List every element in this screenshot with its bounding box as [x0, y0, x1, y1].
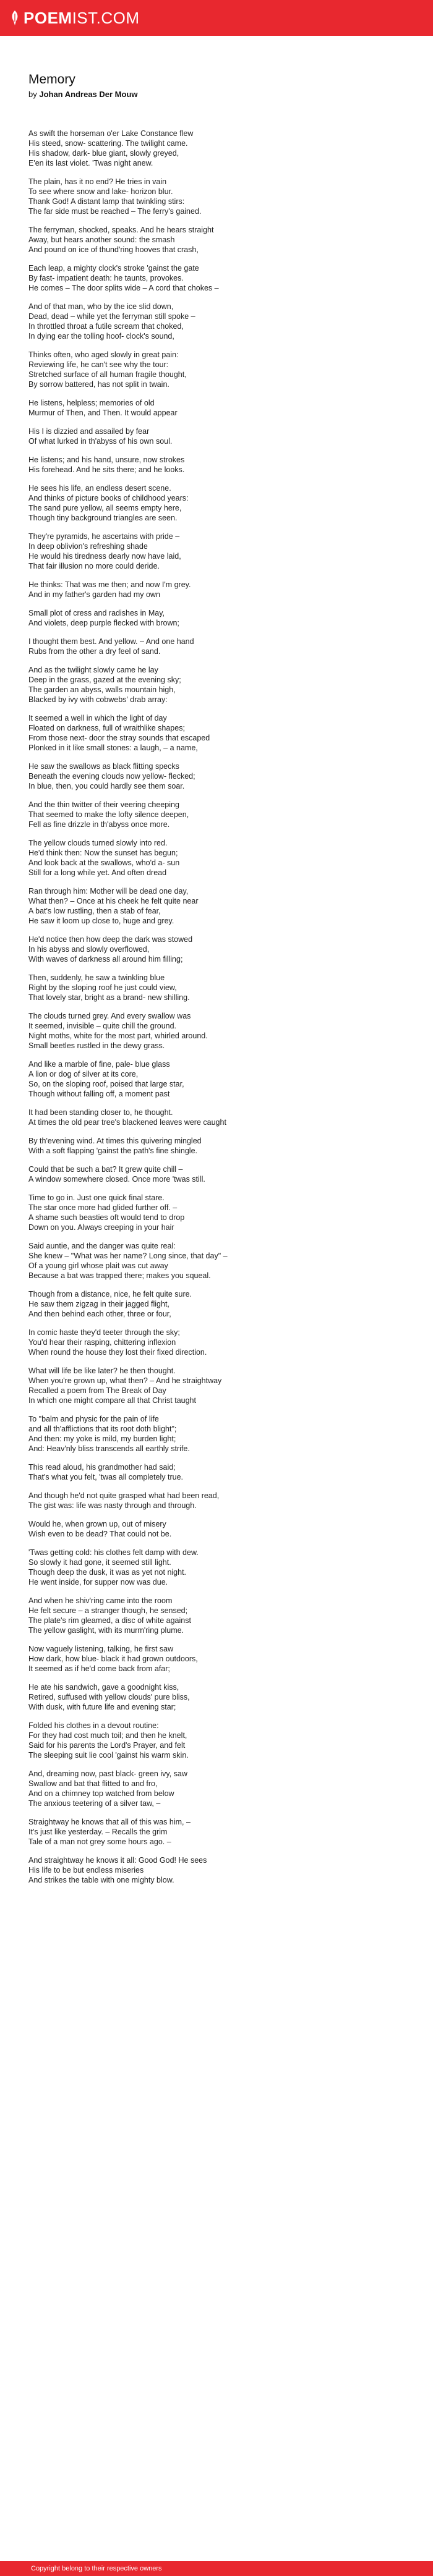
poem-stanza	[28, 426, 406, 446]
poem-line: He saw the swallows as black flitting specks	[28, 762, 179, 771]
site-name: POEMIST.COM	[24, 8, 140, 27]
poem-line: Time to go in. Just one quick final stare.	[28, 1193, 165, 1202]
poem-line: E'en its last violet. 'Twas night anew.	[28, 159, 153, 167]
byline-prefix: by	[28, 90, 40, 99]
poem-line: He saw them zigzag in their jagged flight,	[28, 1300, 169, 1308]
poem-stanza	[28, 1548, 406, 1587]
poem-line: He'd notice then how deep the dark was stowed	[28, 935, 193, 944]
poem-stanza	[28, 761, 406, 791]
poem-line: To see where snow and lake- horizon blur.	[28, 187, 173, 196]
poem-line: Reviewing life, he can't see why the tour:	[28, 360, 169, 369]
poem-line: In dying ear the tolling hoof- clock's sound,	[28, 332, 174, 341]
poem-line: Would he, when grown up, out of misery	[28, 1520, 166, 1528]
poem-line: And when he shiv'ring came into the room	[28, 1596, 173, 1605]
poem-line: This read aloud, his grandmother had said;	[28, 1463, 176, 1472]
poem-stanza	[28, 1241, 406, 1281]
poem-line: Plonked in it like small stones: a laugh, – a name,	[28, 744, 198, 752]
site-logo[interactable]	[10, 9, 140, 28]
poem-line: Rubs from the other a dry feel of sand.	[28, 647, 161, 656]
poem-line: Then, suddenly, he saw a twinkling blue	[28, 973, 165, 982]
poem-line: By th'evening wind. At times this quivering mingled	[28, 1137, 202, 1145]
poem-byline	[28, 89, 406, 100]
poem-line: In which one might compare all that Christ taught	[28, 1396, 196, 1405]
poem-line: Small beetles rustled in the dewy grass.	[28, 1041, 165, 1050]
poem-line: And strikes the table with one mighty blow.	[28, 1876, 174, 1884]
poem-stanza	[28, 1855, 406, 1885]
poem-line: To "balm and physic for the pain of life	[28, 1415, 159, 1423]
poem-line: It's just like yesterday. – Recalls the grim	[28, 1828, 168, 1836]
poem-line: Floated on darkness, full of wraithlike shapes;	[28, 724, 185, 732]
poem-stanza	[28, 1289, 406, 1319]
poem-line: The sand pure yellow, all seems empty here,	[28, 504, 182, 512]
poem-line: The sleeping suit lie cool 'gainst his warm skin.	[28, 1751, 189, 1760]
poem-content	[28, 72, 406, 1894]
poem-line: They're pyramids, he ascertains with pride –	[28, 532, 180, 541]
poem-line: A bat's low rustling, then a stab of fear,	[28, 907, 161, 915]
poem-stanza	[28, 637, 406, 656]
poem-line: And straightway he knows it all: Good God! He sees	[28, 1856, 207, 1865]
poem-line: The yellow gaslight, with its murm'ring plume.	[28, 1626, 184, 1635]
poem-line: Deep in the grass, gazed at the evening sky;	[28, 676, 181, 684]
poem-line: A shame such beasties oft would tend to drop	[28, 1213, 185, 1222]
poem-line: Retired, suffused with yellow clouds' pure bliss,	[28, 1693, 190, 1701]
poem-line: The yellow clouds turned slowly into red.	[28, 839, 168, 847]
poem-line: Down on you. Always creeping in your hair	[28, 1223, 174, 1232]
poem-line: Night moths, white for the most part, whirled around.	[28, 1032, 208, 1040]
poem-line: And the thin twitter of their veering cheeping	[28, 800, 179, 809]
poem-line: She knew – "What was her name? Long since, that day" –	[28, 1252, 228, 1260]
poem-line: He comes – The door splits wide – A cord that chokes –	[28, 284, 219, 292]
poem-line: Stretched surface of all human fragile thought,	[28, 370, 187, 379]
poem-line: A lion or dog of silver at its core,	[28, 1070, 139, 1078]
poem-line: With dusk, with future life and evening star;	[28, 1703, 176, 1711]
poem-stanza	[28, 886, 406, 926]
poem-stanza	[28, 1817, 406, 1847]
poem-line: And like a marble of fine, pale- blue glass	[28, 1060, 170, 1069]
poem-line: The clouds turned grey. And every swallow was	[28, 1012, 191, 1020]
poem-line: Because a bat was trapped there; makes you squeal.	[28, 1271, 211, 1280]
poem-line: and all th'afflictions that its root doth blight";	[28, 1425, 177, 1433]
poem-line: In throttled throat a futile scream that choked,	[28, 322, 184, 331]
poem-line: His steed, snow- scattering. The twilight came.	[28, 139, 188, 148]
poem-stanza	[28, 713, 406, 753]
poem-stanza	[28, 934, 406, 964]
poem-stanza	[28, 1328, 406, 1357]
poem-stanza	[28, 129, 406, 168]
poem-line: And pound on ice of thund'ring hooves that crash,	[28, 245, 199, 254]
poem-line: He thinks: That was me then; and now I'm grey.	[28, 580, 191, 589]
poem-line: Still for a long while yet. And often dread	[28, 868, 167, 877]
poem-stanza	[28, 1011, 406, 1051]
poem-stanza	[28, 398, 406, 418]
poem-title: Memory	[28, 72, 75, 87]
author-link[interactable]: Johan Andreas Der Mouw	[39, 90, 138, 99]
poem-stanza	[28, 483, 406, 523]
poem-line: What will life be like later? he then thought.	[28, 1366, 176, 1375]
poem-line: Murmur of Then, and Then. It would appear	[28, 409, 178, 417]
poem-line: Of what lurked in th'abyss of his own soul.	[28, 437, 173, 446]
poem-line: The far side must be reached – The ferry's gained.	[28, 207, 202, 216]
poem-line: When you're grown up, what then? – And he straightway	[28, 1376, 222, 1385]
poem-line: Though from a distance, nice, he felt quite sure.	[28, 1290, 192, 1299]
poem-stanza	[28, 1721, 406, 1760]
poem-line: Though tiny background triangles are seen.	[28, 514, 178, 522]
poem-line: By sorrow battered, has not split in twain.	[28, 380, 169, 389]
poem-stanza	[28, 1519, 406, 1539]
poem-line: The star once more had glided further off. –	[28, 1203, 178, 1212]
poem-line: Each leap, a mighty clock's stroke 'gainst the gate	[28, 264, 199, 273]
poem-line: A window somewhere closed. Once more 'twas still.	[28, 1175, 205, 1184]
poem-line: And violets, deep purple flecked with brown;	[28, 619, 179, 627]
poem-stanza	[28, 1682, 406, 1712]
poem-line: He ate his sandwich, gave a goodnight kiss,	[28, 1683, 179, 1692]
poem-line: And, dreaming now, past black- green ivy, saw	[28, 1769, 187, 1778]
poem-stanza	[28, 800, 406, 829]
poem-line: In his abyss and slowly overflowed,	[28, 945, 150, 954]
poem-line: Wish even to be dead? That could not be.	[28, 1530, 172, 1538]
poem-stanza	[28, 225, 406, 255]
poem-line: What then? – Once at his cheek he felt quite near	[28, 897, 199, 905]
poem-line: And as the twilight slowly came he lay	[28, 666, 158, 674]
poem-line: He listens; and his hand, unsure, now strokes	[28, 455, 185, 464]
poem-line: In comic haste they'd teeter through the sky;	[28, 1328, 180, 1337]
poem-line: The anxious teetering of a silver taw, –	[28, 1799, 161, 1808]
poem-line: He felt secure – a stranger though, he sensed;	[28, 1606, 188, 1615]
copyright-text: Copyright belong to their respective owners	[31, 2565, 162, 2572]
poem-line: Tale of a man not grey some hours ago. –	[28, 1837, 171, 1846]
poem-line: Could that be such a bat? It grew quite chill –	[28, 1165, 183, 1174]
poem-line: Small plot of cress and radishes in May,	[28, 609, 165, 617]
poem-line: And though he'd not quite grasped what had been read,	[28, 1491, 220, 1500]
poem-stanza	[28, 455, 406, 475]
footer-bar	[0, 2561, 433, 2576]
poem-stanza	[28, 1059, 406, 1099]
poem-line: The ferryman, shocked, speaks. And he hears straight	[28, 226, 214, 234]
poem-stanza	[28, 1193, 406, 1232]
poem-stanza	[28, 1414, 406, 1454]
poem-line: Beneath the evening clouds now yellow- flecked;	[28, 772, 195, 781]
poem-line: Said for his parents the Lord's Prayer, and felt	[28, 1741, 186, 1750]
poem-line: Fell as fine drizzle in th'abyss once more.	[28, 820, 170, 829]
poem-stanza	[28, 665, 406, 705]
poem-line: For they had cost much toil; and then he knelt,	[28, 1731, 187, 1740]
poem-stanza	[28, 1108, 406, 1127]
poem-line: With waves of darkness all around him filling;	[28, 955, 183, 964]
poem-stanza	[28, 1164, 406, 1184]
poem-stanza	[28, 973, 406, 1002]
poem-stanza	[28, 1644, 406, 1674]
poem-line: In blue, then, you could hardly see them soar.	[28, 782, 185, 790]
poem-line: Away, but hears another sound: the smash	[28, 235, 175, 244]
poem-line: His shadow, dark- blue giant, slowly greyed,	[28, 149, 179, 158]
poem-line: That seemed to make the lofty silence deepen,	[28, 810, 189, 819]
poem-line: Recalled a poem from The Break of Day	[28, 1386, 166, 1395]
poem-line: It seemed a well in which the light of day	[28, 714, 167, 722]
poem-stanza	[28, 302, 406, 341]
poem-line: At times the old pear tree's blackened leaves were caught	[28, 1118, 226, 1127]
poem-stanza	[28, 608, 406, 628]
poem-line: In deep oblivion's refreshing shade	[28, 542, 148, 551]
poem-line: It seemed, invisible – quite chill the ground.	[28, 1022, 177, 1030]
poem-stanza	[28, 580, 406, 600]
poem-line: And look back at the swallows, who'd a- sun	[28, 858, 180, 867]
poem-line: That fair illusion no more could deride.	[28, 562, 160, 570]
poem-line: And thinks of picture books of childhood years:	[28, 494, 189, 502]
poem-line: He sees his life, an endless desert scene.	[28, 484, 171, 493]
poem-line: So slowly it had gone, it seemed still light.	[28, 1558, 171, 1567]
poem-line: It had been standing closer to, he thought.	[28, 1108, 173, 1117]
poem-stanza	[28, 1366, 406, 1405]
poem-line: His forehead. And he sits there; and he looks.	[28, 465, 185, 474]
poem-stanza	[28, 1769, 406, 1808]
poem-line: Dead, dead – while yet the ferryman still spoke –	[28, 312, 195, 321]
poem-line: Blacked by ivy with cobwebs' drab array:	[28, 695, 168, 704]
poem-line: Ran through him: Mother will be dead one day,	[28, 887, 189, 896]
poem-line: The plain, has it no end? He tries in vain	[28, 177, 167, 186]
poem-line: He saw it loom up close to, huge and grey.	[28, 917, 174, 925]
poem-line: So, on the sloping roof, poised that large star,	[28, 1080, 184, 1088]
poem-line: His life to be but endless miseries	[28, 1866, 144, 1875]
poem-line: He'd think then: Now the sunset has begun;	[28, 849, 178, 857]
poem-line: And then: my yoke is mild, my burden light;	[28, 1434, 176, 1443]
poem-body	[28, 129, 406, 1885]
poem-line: I thought them best. And yellow. – And one hand	[28, 637, 194, 646]
poem-line: He went inside, for supper now was due.	[28, 1578, 168, 1587]
poem-line: And on a chimney top watched from below	[28, 1789, 174, 1798]
poem-line: He would his tiredness dearly now have laid,	[28, 552, 181, 561]
poem-line: And then behind each other, three or four,	[28, 1310, 171, 1318]
poem-line: It seemed as if he'd come back from afar;	[28, 1664, 170, 1673]
poem-stanza	[28, 263, 406, 293]
poem-stanza	[28, 532, 406, 571]
poem-line: As swift the horseman o'er Lake Constance flew	[28, 129, 194, 138]
poem-line: When round the house they lost their fixed direction.	[28, 1348, 207, 1357]
poem-line: Said auntie, and the danger was quite real:	[28, 1242, 176, 1250]
poem-stanza	[28, 1462, 406, 1482]
poem-line: Straightway he knows that all of this was him, –	[28, 1818, 191, 1826]
poem-line: Now vaguely listening, talking, he first saw	[28, 1645, 174, 1653]
poem-stanza	[28, 177, 406, 216]
poem-stanza	[28, 838, 406, 878]
poem-line: The garden an abyss, walls mountain high,	[28, 685, 176, 694]
header-bar	[0, 0, 433, 36]
poem-line: 'Twas getting cold: his clothes felt damp with dew.	[28, 1548, 199, 1557]
poem-line: Thinks often, who aged slowly in great pain:	[28, 350, 179, 359]
poem-line: That lovely star, bright as a brand- new shilling.	[28, 993, 190, 1002]
poem-line: Though deep the dusk, it was as yet not night.	[28, 1568, 187, 1577]
poem-line: Right by the sloping roof he just could view,	[28, 983, 177, 992]
quill-pen-icon	[10, 10, 20, 26]
poem-line: Thank God! A distant lamp that twinkling stirs:	[28, 197, 185, 206]
poem-line: The plate's rim gleamed, a disc of white against	[28, 1616, 191, 1625]
poem-line: He listens, helpless; memories of old	[28, 399, 155, 407]
poem-line: With a soft flapping 'gainst the path's fine shingle.	[28, 1146, 197, 1155]
poem-line: How dark, how blue- black it had grown outdoors,	[28, 1654, 198, 1663]
poem-stanza	[28, 350, 406, 389]
poem-line: From those next- door the stray sounds that escaped	[28, 734, 210, 742]
poem-line: And: Heav'nly bliss transcends all earthly strife.	[28, 1444, 190, 1453]
poem-stanza	[28, 1596, 406, 1635]
poem-line: The gist was: life was nasty through and through.	[28, 1501, 197, 1510]
poem-line: Swallow and bat that flitted to and fro,	[28, 1779, 158, 1788]
poem-line: That's what you felt, 'twas all completely true.	[28, 1473, 184, 1481]
poem-line: By fast- impatient death: he taunts, provokes.	[28, 274, 184, 282]
poem-line: Of a young girl whose plait was cut away	[28, 1261, 168, 1270]
poem-line: His I is dizzied and assailed by fear	[28, 427, 150, 436]
poem-line: Though without falling off, a moment past	[28, 1090, 170, 1098]
poem-stanza	[28, 1491, 406, 1510]
poem-line: You'd hear their rasping, chittering inflexion	[28, 1338, 176, 1347]
poem-line: And of that man, who by the ice slid down,	[28, 302, 174, 311]
poem-line: And in my father's garden had my own	[28, 590, 160, 599]
poem-line: Folded his clothes in a devout routine:	[28, 1721, 159, 1730]
poem-stanza	[28, 1136, 406, 1156]
